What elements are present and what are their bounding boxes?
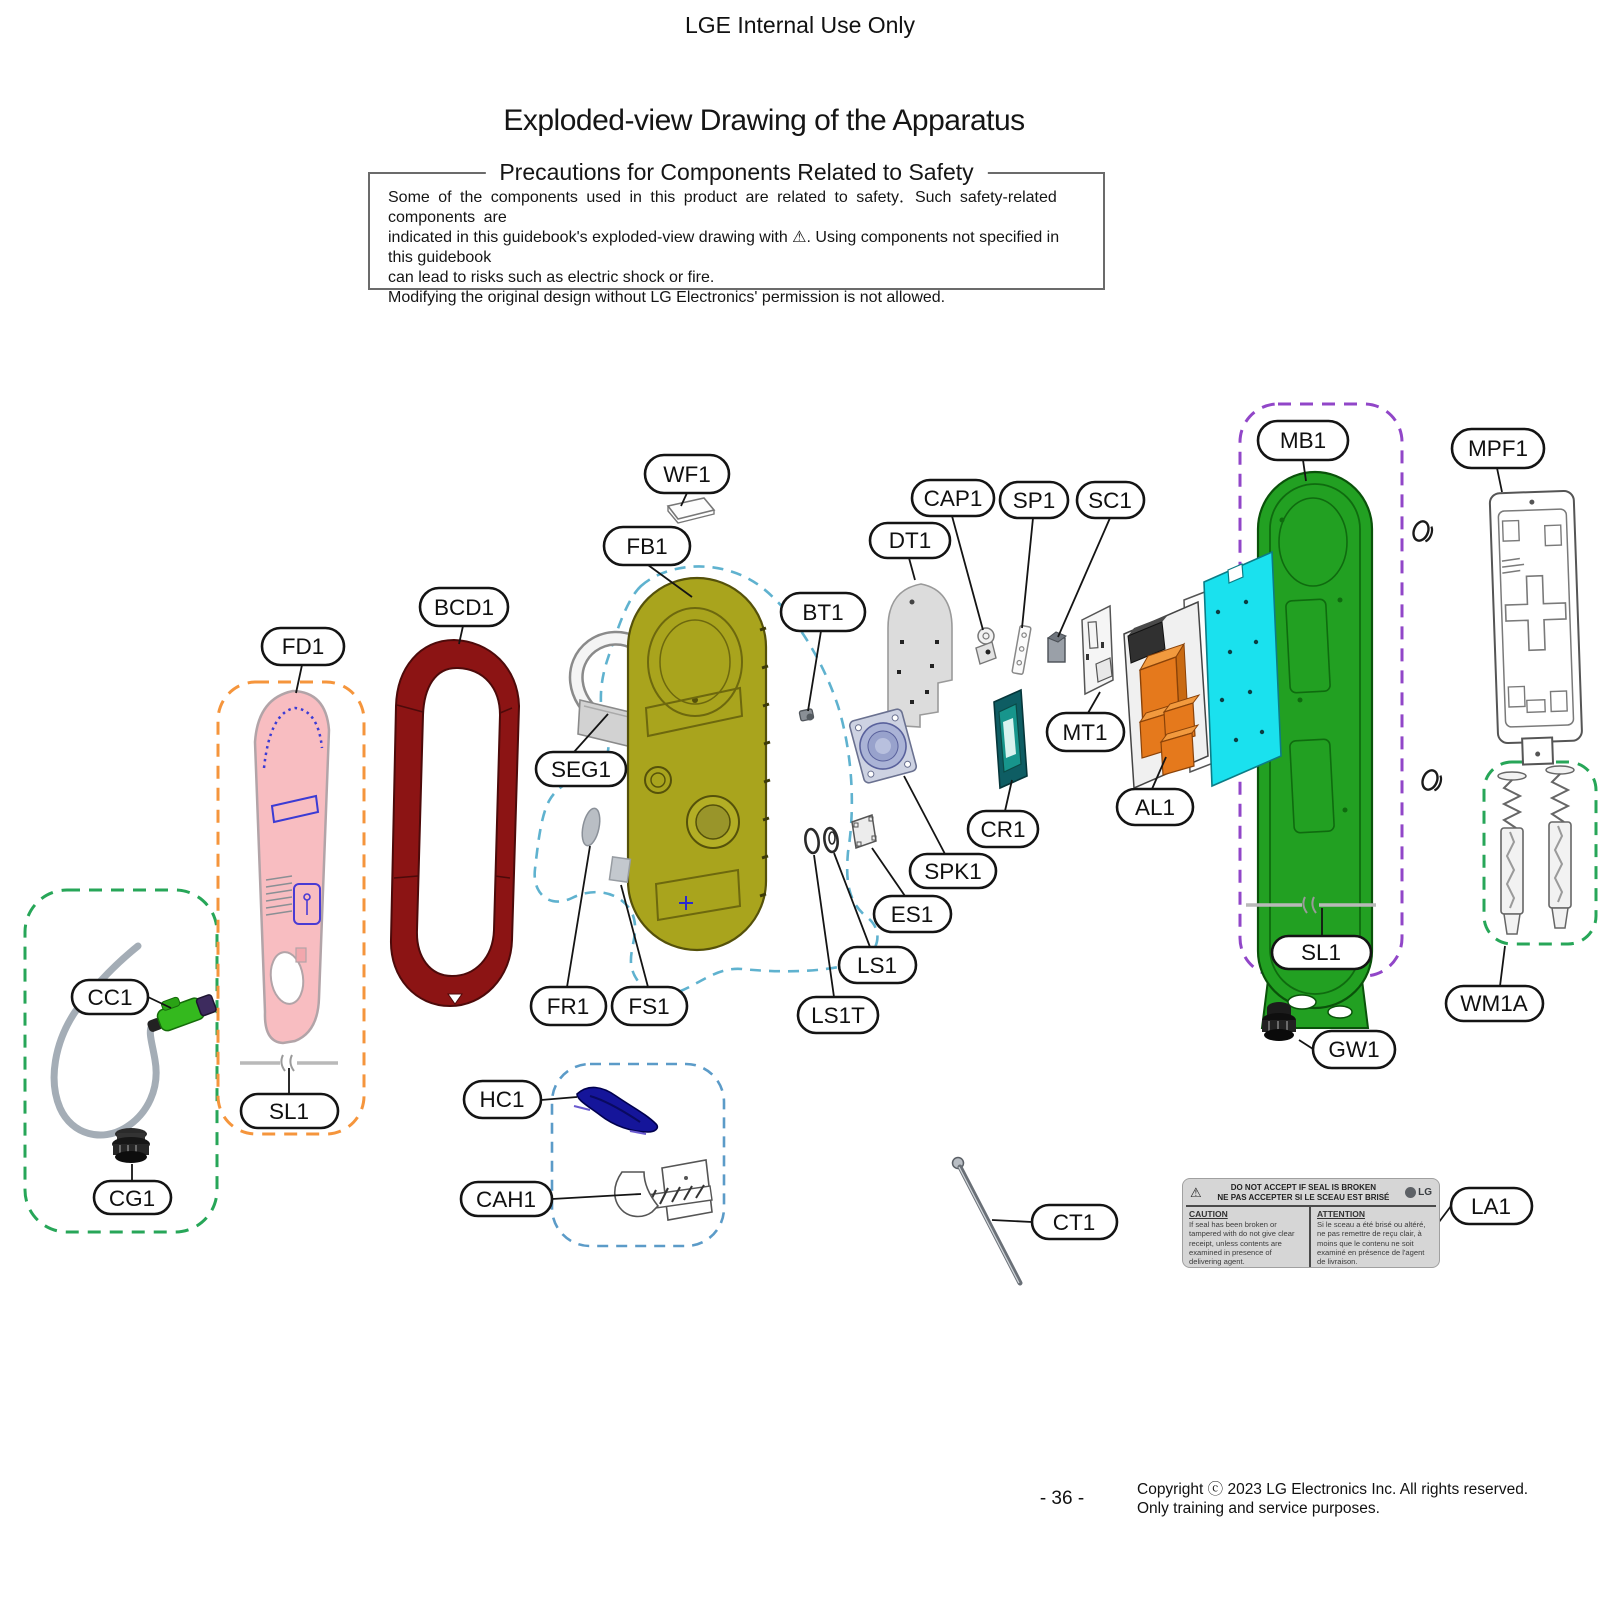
callout-fb1 — [604, 527, 690, 565]
part-fr1-rubber — [579, 807, 603, 847]
part-cyan-pcb — [1204, 552, 1281, 786]
part-fd1-front-door — [255, 691, 329, 1043]
callout-label: SP1 — [1012, 488, 1056, 513]
callout-label: SL1 — [1300, 940, 1342, 965]
part-fb1-front-body — [628, 578, 770, 950]
callout-fd1 — [262, 628, 344, 665]
page-number: - 36 - — [1039, 1488, 1085, 1509]
callout-label: BCD1 — [433, 595, 495, 620]
callout-label: FB1 — [626, 534, 668, 559]
sticker-warning-fr: NE PAS ACCEPTER SI LE SCEAU EST BRISÉ — [1217, 1192, 1390, 1202]
callout-label: BT1 — [802, 600, 844, 625]
callout-ct1 — [1032, 1205, 1117, 1239]
callout-fs1 — [612, 987, 687, 1025]
part-wf1-wifi-module — [668, 498, 714, 523]
callout-sp1 — [1000, 482, 1068, 518]
callout-ls1 — [839, 947, 916, 983]
callout-label: SC1 — [1088, 488, 1132, 513]
part-mt1-pcb — [1082, 606, 1113, 694]
precautions-line: Modifying the original design without LG Electronics' permission is not allowed. — [388, 289, 946, 306]
attention-title: ATTENTION — [1317, 1209, 1366, 1219]
callout-label: SEG1 — [550, 757, 612, 782]
callout-label: HC1 — [479, 1087, 525, 1112]
attention-text: Si le sceau a été brisé ou altéré, ne pas remettre de reçu clair, à moins que le contenu ne soit examiné en présence de l'agent de livraison. — [1317, 1220, 1426, 1267]
part-cr1-card-reader — [994, 690, 1027, 788]
warning-icon: ⚠ — [1190, 1185, 1202, 1200]
part-hc1-holster-cap — [574, 1087, 657, 1134]
precautions-line: indicated in this guidebook's exploded-view drawing with ⚠. Using components not specified in this guidebook — [388, 229, 1060, 266]
part-sp1-spring — [1012, 625, 1031, 674]
callout-es1 — [874, 896, 951, 932]
callout-label: DT1 — [888, 528, 932, 553]
callout-mt1 — [1047, 713, 1124, 751]
callout-la1 — [1451, 1188, 1532, 1224]
precautions-heading: Precautions for Components Related to Safety — [485, 159, 987, 186]
copyright-line1: Copyright ⓒ 2023 LG Electronics Inc. All rights reserved. — [1137, 1481, 1529, 1498]
caution-text: If seal has been broken or tampered with do not give clear receipt, unless contents are examined in presence of delivering agent. — [1189, 1220, 1295, 1267]
callout-bt1 — [781, 593, 865, 631]
callout-gw1 — [1313, 1031, 1395, 1068]
callout-cr1 — [968, 811, 1038, 847]
callout-sl1-left — [241, 1094, 338, 1128]
sticker-warning-en: DO NOT ACCEPT IF SEAL IS BROKEN — [1230, 1183, 1377, 1192]
callout-label: CR1 — [980, 817, 1026, 842]
part-al1-relay-assembly — [1124, 602, 1208, 788]
sticker-caution-column — [1183, 1207, 1311, 1268]
callout-ls1t — [798, 997, 878, 1033]
precautions-line: Some of the components used in this product are related to safety．Such safety-related components are — [388, 189, 1057, 226]
part-gw1-gland — [1262, 1002, 1296, 1041]
callout-label: MT1 — [1062, 720, 1108, 745]
callout-label: WF1 — [663, 462, 711, 487]
callout-sc1 — [1077, 482, 1144, 518]
lg-logo-text: LG — [1418, 1187, 1432, 1198]
callout-cc1 — [72, 980, 148, 1014]
part-dt1-detector-plate — [888, 584, 952, 727]
part-mpf1-mount-plate — [1490, 491, 1583, 766]
callout-dt1 — [870, 523, 950, 558]
callout-label: MB1 — [1279, 428, 1327, 453]
lg-logo-icon — [1405, 1187, 1416, 1198]
callout-cap1 — [912, 480, 994, 516]
part-fs1-seal — [609, 857, 630, 882]
callout-label: FS1 — [628, 994, 670, 1019]
part-bcd1-band — [391, 640, 519, 1006]
part-grommet — [1411, 519, 1435, 544]
part-wm1a-wall-anchors — [1498, 766, 1574, 934]
part-ls1t-ring — [804, 828, 820, 854]
precautions-line: can lead to risks such as electric shock or fire. — [388, 269, 715, 286]
sticker-header — [1183, 1179, 1439, 1204]
callout-label: AL1 — [1134, 795, 1176, 820]
part-cap1-capacitor — [976, 628, 996, 664]
copyright-line2: Only training and service purposes. — [1137, 1500, 1380, 1517]
callout-label: CAP1 — [923, 486, 983, 511]
callout-label: FR1 — [546, 994, 590, 1019]
part-cc1-charging-cable — [54, 946, 217, 1135]
callout-al1 — [1117, 789, 1193, 825]
callout-label: GW1 — [1328, 1037, 1380, 1062]
callout-label: SL1 — [268, 1099, 310, 1124]
callout-label: LS1T — [811, 1003, 865, 1028]
watermark: LGE Internal Use Only — [684, 12, 916, 38]
callout-spk1 — [910, 854, 996, 888]
part-cah1-cable-holder — [615, 1160, 712, 1220]
part-sc1-switch — [1048, 632, 1066, 662]
part-bt1-button — [799, 709, 814, 721]
part-grommet — [1420, 768, 1444, 793]
callout-label: WM1A — [1460, 991, 1528, 1016]
callout-label: FD1 — [281, 634, 325, 659]
callout-cg1 — [94, 1181, 171, 1214]
callout-label: CT1 — [1052, 1210, 1096, 1235]
callout-label: LS1 — [856, 953, 898, 978]
callout-label: MPF1 — [1467, 436, 1529, 461]
sticker-attention-column — [1311, 1207, 1439, 1268]
page-title: Exploded-view Drawing of the Apparatus — [503, 104, 1025, 137]
copyright — [1137, 1480, 1528, 1518]
callout-cah1 — [461, 1182, 552, 1216]
callout-mpf1 — [1452, 429, 1544, 468]
callout-seg1 — [536, 752, 626, 786]
part-es1-plate — [852, 815, 876, 848]
callout-sl1-right — [1272, 936, 1371, 969]
callout-fr1 — [531, 987, 606, 1025]
callout-label: CC1 — [87, 985, 133, 1010]
caution-title: CAUTION — [1189, 1209, 1228, 1219]
callout-label: CG1 — [108, 1186, 156, 1211]
callout-hc1 — [464, 1081, 541, 1118]
callout-label: SPK1 — [924, 859, 982, 884]
callout-label: ES1 — [890, 902, 934, 927]
callout-wm1a — [1446, 986, 1543, 1021]
callout-bcd1 — [420, 588, 508, 626]
part-cg1-cable-gland — [112, 1128, 150, 1163]
group-box-holster — [552, 1064, 724, 1246]
callout-label: LA1 — [1470, 1194, 1512, 1219]
part-ls1-ring — [823, 827, 839, 853]
callout-wf1 — [645, 455, 729, 493]
seal-warning-sticker — [1182, 1178, 1440, 1268]
callout-mb1 — [1258, 421, 1348, 460]
callout-label: CAH1 — [475, 1187, 537, 1212]
